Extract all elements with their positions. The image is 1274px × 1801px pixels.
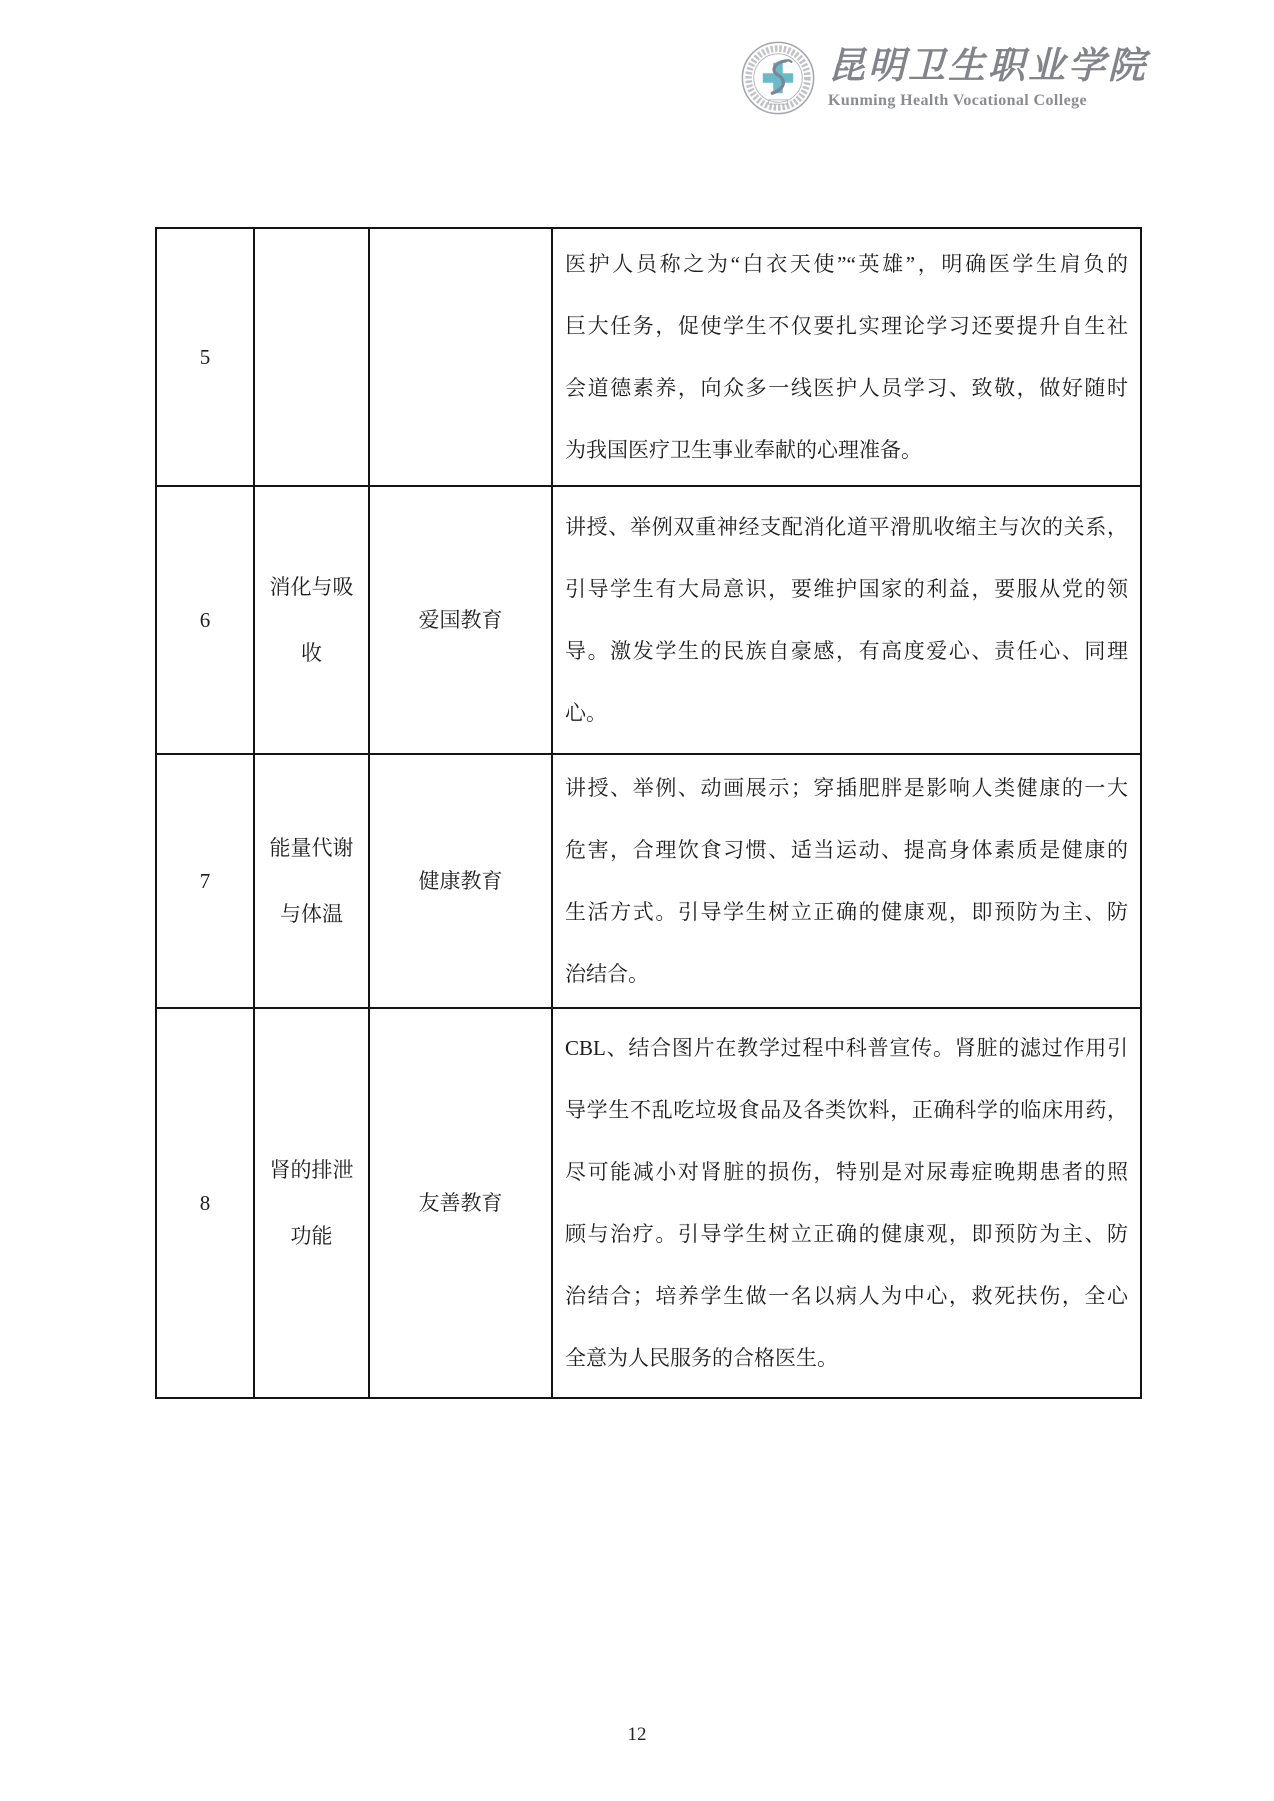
page-number: 12 [627, 1724, 647, 1745]
table-row-5 [156, 228, 1141, 486]
chapter-cell: 能量代谢与体温 [254, 754, 369, 1008]
content-line: 讲授、举例双重神经支配消化道平滑肌收缩主与次的关系， [565, 515, 1128, 539]
row-number: 8 [156, 1008, 254, 1398]
content-cell [552, 486, 1141, 754]
college-name-zh: 昆明卫生职业学院 [828, 46, 1148, 87]
course-ideology-table [155, 227, 1142, 1399]
education-theme-cell: 爱国教育 [369, 486, 552, 754]
content-cell [552, 754, 1141, 1008]
content-line: 巨大任务，促使学生不仅要扎实理论学习还要提升自生社 [565, 314, 1128, 338]
education-theme-cell [369, 228, 552, 486]
college-seal-icon [740, 40, 816, 116]
college-logo [740, 40, 1148, 116]
chapter-cell [254, 228, 369, 486]
row-number: 5 [156, 228, 254, 486]
row-number: 6 [156, 486, 254, 754]
chapter-cell: 肾的排泄功能 [254, 1008, 369, 1398]
table-row-7 [156, 754, 1141, 1008]
table-row-6 [156, 486, 1141, 754]
content-line: 心。 [565, 701, 607, 725]
education-theme-cell: 友善教育 [369, 1008, 552, 1398]
content-line: 导学生不乱吃垃圾食品及各类饮料，正确科学的临床用药， [565, 1098, 1128, 1122]
content-line: 引导学生有大局意识，要维护国家的利益，要服从党的领 [565, 577, 1128, 601]
college-name-en: Kunming Health Vocational College [828, 92, 1087, 109]
table-row-8 [156, 1008, 1141, 1398]
content-line: 会道德素养，向众多一线医护人员学习、致敬，做好随时 [565, 376, 1128, 400]
content-line: 治结合。 [565, 962, 649, 986]
content-line: 危害，合理饮食习惯、适当运动、提高身体素质是健康的 [565, 838, 1128, 862]
content-line: 导。激发学生的民族自豪感，有高度爱心、责任心、同理 [565, 639, 1128, 663]
education-theme-cell: 健康教育 [369, 754, 552, 1008]
content-line: 顾与治疗。引导学生树立正确的健康观，即预防为主、防 [565, 1222, 1128, 1246]
content-line: 医护人员称之为“白衣天使”“英雄”，明确医学生肩负的 [565, 252, 1128, 276]
row-number: 7 [156, 754, 254, 1008]
chapter-cell: 消化与吸收 [254, 486, 369, 754]
content-line: 治结合；培养学生做一名以病人为中心，救死扶伤，全心 [565, 1284, 1128, 1308]
content-cell [552, 1008, 1141, 1398]
content-line: 全意为人民服务的合格医生。 [565, 1346, 838, 1370]
college-name-block [828, 45, 1148, 111]
content-cell [552, 228, 1141, 486]
content-line: 为我国医疗卫生事业奉献的心理准备。 [565, 438, 922, 462]
content-line: 讲授、举例、动画展示；穿插肥胖是影响人类健康的一大 [565, 776, 1128, 800]
content-line: 尽可能减小对肾脏的损伤，特别是对尿毒症晚期患者的照 [565, 1160, 1128, 1184]
content-line: CBL、结合图片在教学过程中科普宣传。肾脏的滤过作用引 [565, 1036, 1128, 1060]
content-line: 生活方式。引导学生树立正确的健康观，即预防为主、防 [565, 900, 1128, 924]
